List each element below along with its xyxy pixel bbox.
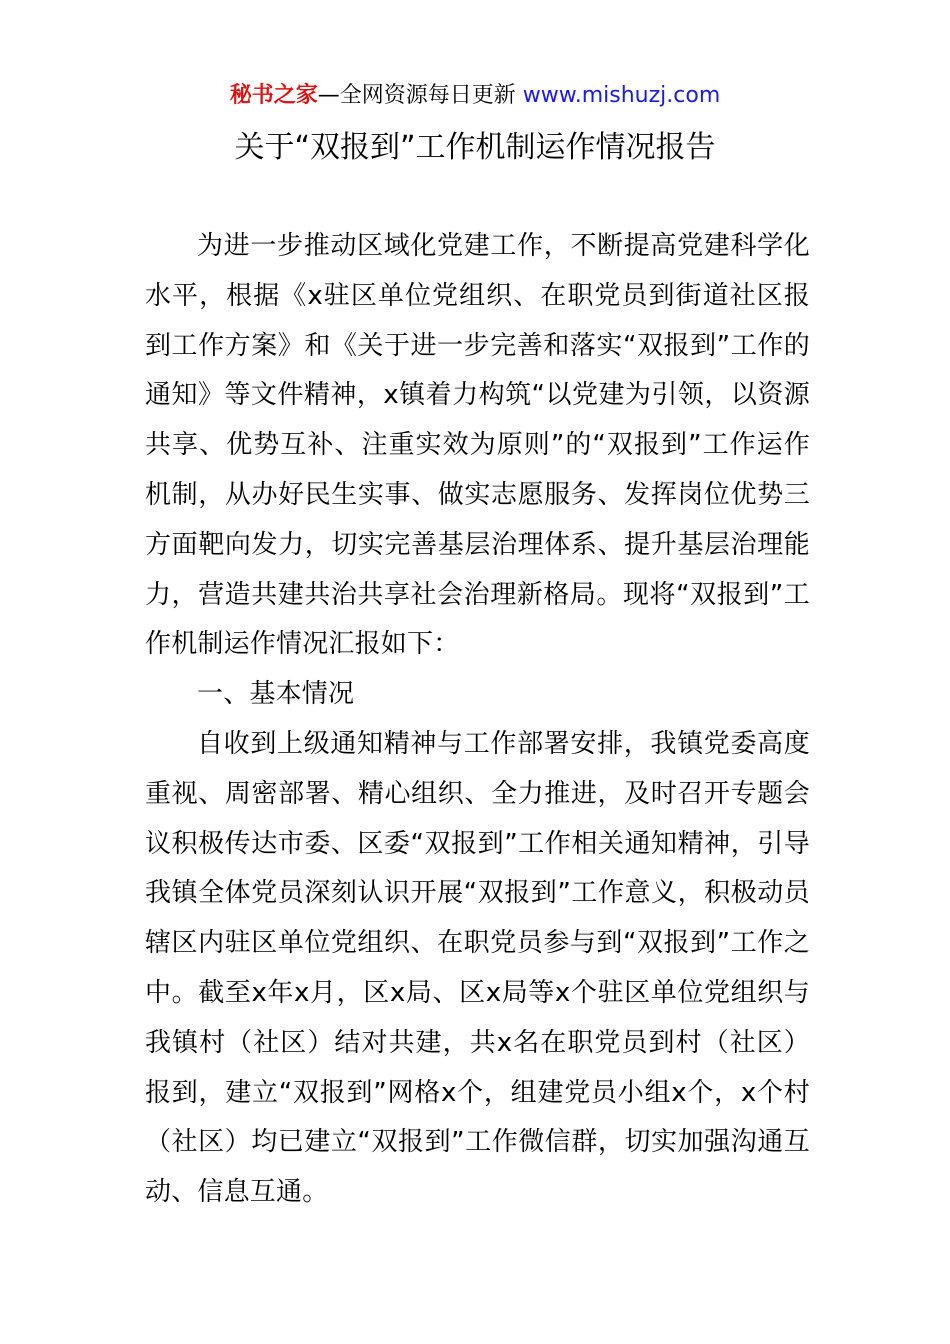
document-title: 关于“双报到”工作机制运作情况报告 bbox=[234, 130, 716, 165]
section-heading: 一、基本情况 bbox=[197, 679, 355, 710]
site-url-link[interactable]: www.mishuzj.com bbox=[522, 83, 721, 108]
site-header bbox=[0, 80, 950, 112]
document-body bbox=[145, 222, 810, 1218]
intro-paragraph: 为进一步推动区域化党建工作，不断提高党建科学化水平，根据《x驻区单位党组织、在职党员到街道社区报到工作方案》和《关于进一步完善和落实“双报到”工作的通知》等文件精神，x镇着力构筑“以党建为引领，以资源共享、优势互补、注重实效为原则”的“双报到”工作运作机制，从办好民生实事、做实志愿服务、发挥岗位优势三方面靶向发力，切实完善基层治理体系、提升基层治理能力，营造共建共治共享社会治理新格局。现将“双报到”工作机制运作情况汇报如下： bbox=[145, 231, 810, 660]
site-tagline: —全网资源每日更新 bbox=[317, 83, 516, 108]
site-name: 秘书之家 bbox=[229, 83, 318, 108]
basic-situation-paragraph: 自收到上级通知精神与工作部署安排，我镇党委高度重视、周密部署、精心组织、全力推进，及时召开专题会议积极传达市委、区委“双报到”工作相关通知精神，引导我镇全体党员深刻认识开展“双报到”工作意义，积极动员辖区内驻区单位党组织、在职党员参与到“双报到”工作之中。截至x年x月，区x局、区x局等x个驻区单位党组织与我镇村（社区）结对共建，共x名在职党员到村（社区）报到，建立“双报到”网格x个，组建党员小组x个，x个村（社区）均已建立“双报到”工作微信群，切实加强沟通互动、信息互通。 bbox=[145, 728, 810, 1208]
